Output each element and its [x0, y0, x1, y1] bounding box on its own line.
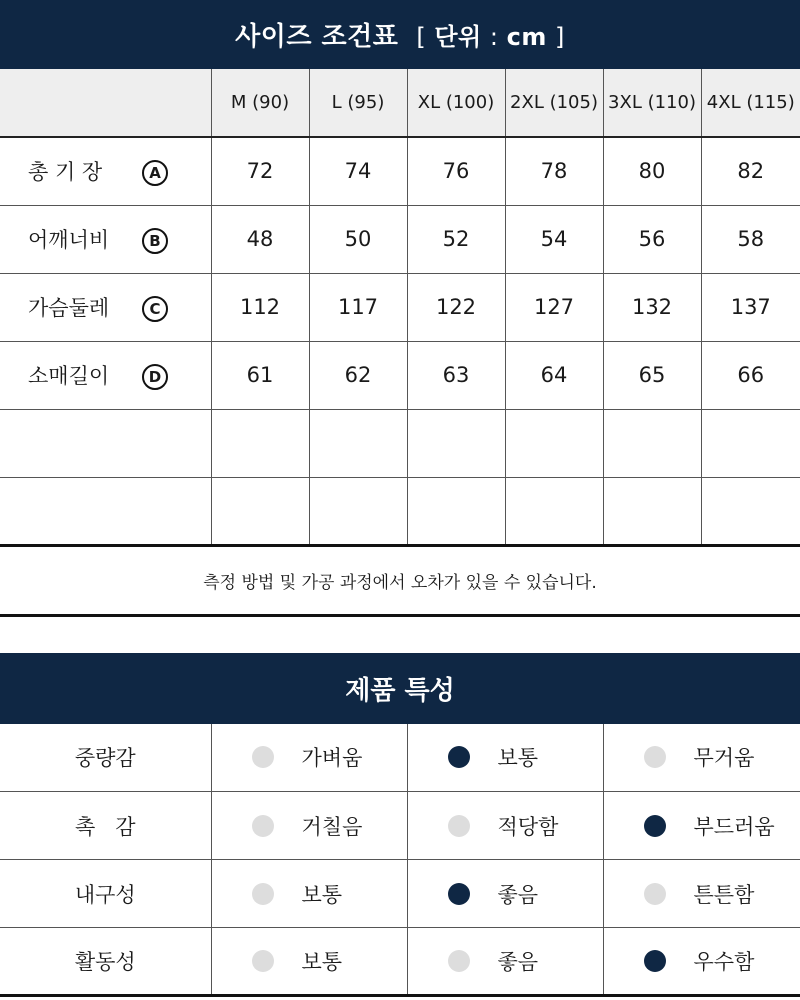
- table-cell: 63: [407, 341, 505, 409]
- feature-option-cell: [407, 860, 603, 928]
- feature-option-label: 튼튼함: [693, 882, 755, 907]
- measure-mark: A: [142, 160, 168, 186]
- feature-option-label: 좋음: [497, 950, 539, 974]
- table-cell: 80: [603, 137, 701, 205]
- indicator-dot: [448, 746, 470, 768]
- feature-option-cell: [211, 724, 407, 792]
- feature-option-label: 보통: [497, 746, 539, 771]
- table-cell: 132: [603, 273, 701, 341]
- table-cell: 66: [701, 341, 800, 409]
- size-column-header: 2XL (105): [505, 69, 603, 137]
- feature-option-label: 가벼움: [301, 746, 363, 771]
- feature-option-cell: [407, 928, 603, 996]
- feature-option-cell: [211, 860, 407, 928]
- size-column-header: XL (100): [407, 69, 505, 137]
- feature-row-mobility: [0, 928, 800, 996]
- indicator-dot: [252, 746, 274, 768]
- empty-cell: [0, 477, 211, 545]
- measure-mark: B: [142, 228, 168, 254]
- table-cell: 52: [407, 205, 505, 273]
- size-column-header: 4XL (115): [701, 69, 800, 137]
- measure-row-sleeve: [0, 341, 800, 409]
- header-empty-cell: [0, 69, 211, 137]
- measure-row-chest: [0, 273, 800, 341]
- feature-option-label: 보통: [301, 882, 343, 907]
- table-cell: 54: [505, 205, 603, 273]
- feature-option-cell: [407, 724, 603, 792]
- table-cell: 82: [701, 137, 800, 205]
- empty-cell: [603, 477, 701, 545]
- table-cell: 117: [309, 273, 407, 341]
- empty-cell: [603, 409, 701, 477]
- measure-row-shoulder: [0, 205, 800, 273]
- table-cell: 65: [603, 341, 701, 409]
- indicator-dot: [644, 746, 666, 768]
- indicator-dot: [644, 950, 666, 972]
- feature-option-label: 거칠음: [301, 814, 363, 839]
- features-table: [0, 724, 800, 998]
- feature-option-label: 적당함: [497, 814, 559, 839]
- indicator-dot: [644, 815, 666, 837]
- feature-option-cell: [603, 928, 800, 996]
- size-column-header: L (95): [309, 69, 407, 137]
- indicator-dot: [252, 950, 274, 972]
- feature-option-cell: [603, 792, 800, 860]
- indicator-dot: [448, 950, 470, 972]
- table-cell: 58: [701, 205, 800, 273]
- measurement-note: 측정 방법 및 가공 과정에서 오차가 있을 수 있습니다.: [0, 547, 800, 617]
- size-table: [0, 69, 800, 547]
- empty-cell: [407, 409, 505, 477]
- measure-mark: D: [142, 364, 168, 390]
- table-cell: 127: [505, 273, 603, 341]
- indicator-dot: [252, 883, 274, 905]
- feature-option-cell: [603, 724, 800, 792]
- feature-label: 촉 감: [0, 792, 211, 860]
- feature-option-cell: [603, 860, 800, 928]
- indicator-dot: [644, 883, 666, 905]
- size-header-row: [0, 69, 800, 137]
- feature-label: 활동성: [0, 928, 211, 996]
- empty-cell: [701, 477, 800, 545]
- feature-row-texture: [0, 792, 800, 860]
- empty-cell: [701, 409, 800, 477]
- feature-option-cell: [211, 792, 407, 860]
- empty-cell: [0, 409, 211, 477]
- measure-label-cell: 가슴둘레 C: [0, 273, 211, 341]
- size-chart-title: 사이즈 조건표: [235, 22, 399, 52]
- indicator-dot: [448, 815, 470, 837]
- table-cell: 112: [211, 273, 309, 341]
- table-cell: 50: [309, 205, 407, 273]
- table-cell: 62: [309, 341, 407, 409]
- table-cell: 137: [701, 273, 800, 341]
- measure-row-length: [0, 137, 800, 205]
- feature-option-cell: [407, 792, 603, 860]
- table-cell: 61: [211, 341, 309, 409]
- section-gap: [0, 617, 800, 653]
- table-cell: 64: [505, 341, 603, 409]
- measure-label-cell: 총 기 장 A: [0, 137, 211, 205]
- table-cell: 56: [603, 205, 701, 273]
- empty-cell: [505, 477, 603, 545]
- table-cell: 76: [407, 137, 505, 205]
- empty-cell: [505, 409, 603, 477]
- indicator-dot: [448, 883, 470, 905]
- features-title: 제품 특성: [345, 675, 455, 706]
- indicator-dot: [252, 815, 274, 837]
- size-chart-header: [0, 0, 800, 69]
- measure-mark: C: [142, 296, 168, 322]
- empty-cell: [407, 477, 505, 545]
- empty-cell: [211, 477, 309, 545]
- table-cell: 122: [407, 273, 505, 341]
- empty-row: [0, 409, 800, 477]
- empty-cell: [309, 477, 407, 545]
- feature-label: 중량감: [0, 724, 211, 792]
- empty-row: [0, 477, 800, 545]
- feature-option-label: 우수함: [693, 950, 755, 974]
- unit-label: [ 단위 : cm ]: [416, 23, 565, 51]
- measure-label-cell: 어깨너비 B: [0, 205, 211, 273]
- feature-option-label: 보통: [301, 950, 343, 974]
- measure-label-cell: 소매길이 D: [0, 341, 211, 409]
- feature-row-durability: [0, 860, 800, 928]
- feature-row-weight: [0, 724, 800, 792]
- empty-cell: [309, 409, 407, 477]
- feature-option-label: 좋음: [497, 882, 539, 907]
- feature-option-label: 부드러움: [693, 814, 775, 839]
- table-cell: 78: [505, 137, 603, 205]
- feature-label: 내구성: [0, 860, 211, 928]
- table-cell: 74: [309, 137, 407, 205]
- features-header: [0, 653, 800, 724]
- table-cell: 72: [211, 137, 309, 205]
- empty-cell: [211, 409, 309, 477]
- table-cell: 48: [211, 205, 309, 273]
- feature-option-cell: [211, 928, 407, 996]
- size-column-header: M (90): [211, 69, 309, 137]
- feature-option-label: 무거움: [693, 746, 755, 771]
- size-column-header: 3XL (110): [603, 69, 701, 137]
